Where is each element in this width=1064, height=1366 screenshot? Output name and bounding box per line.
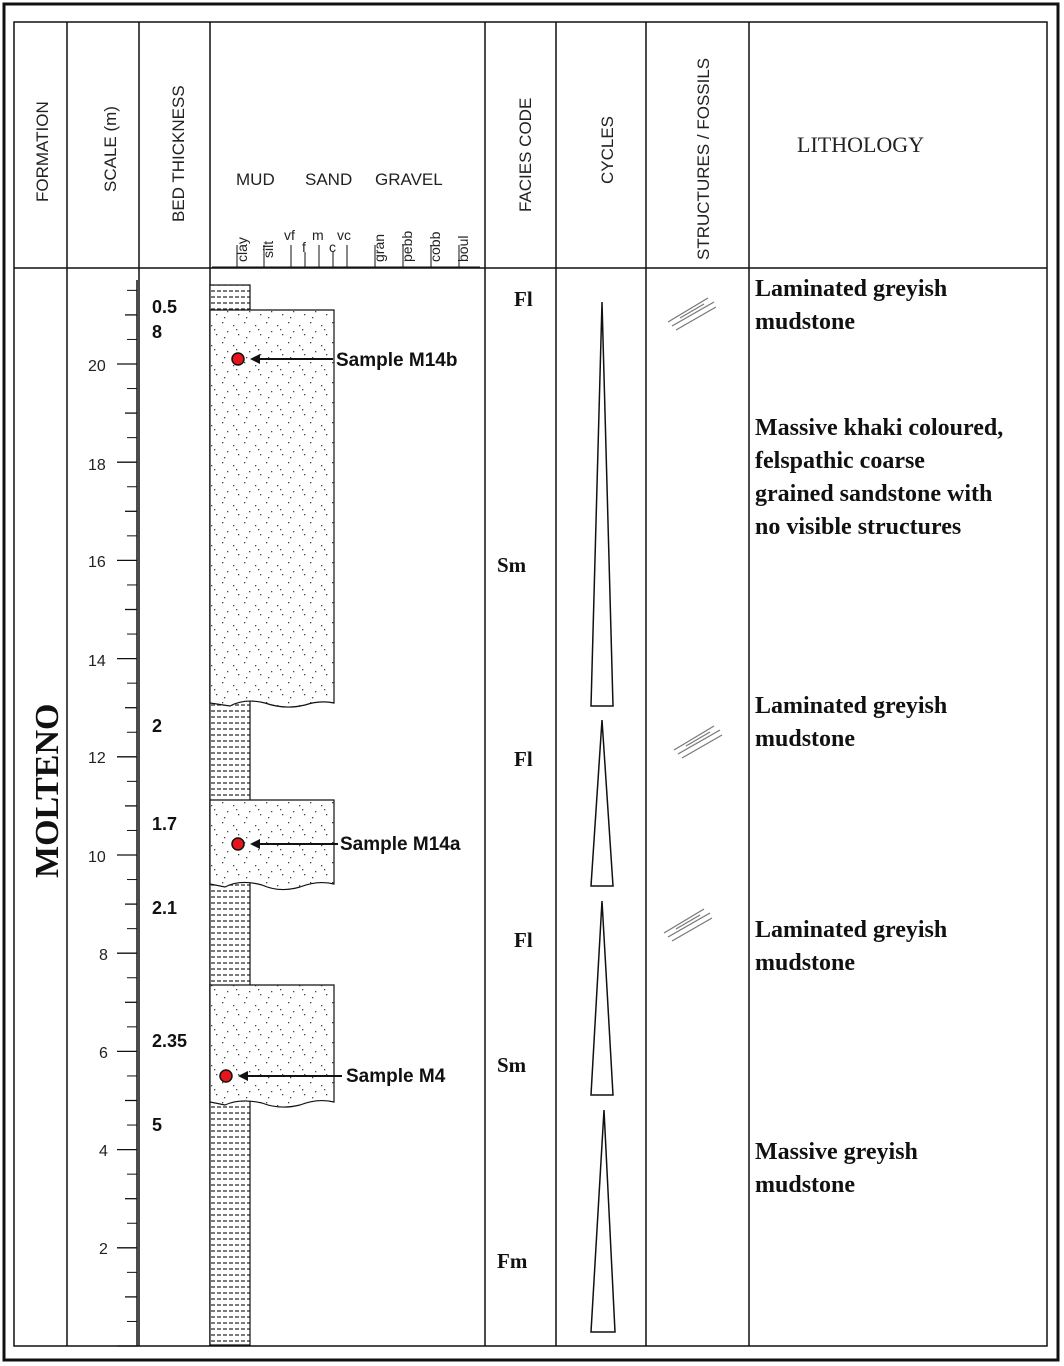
facies-code: Sm bbox=[497, 553, 527, 577]
bed-thickness-value: 8 bbox=[152, 322, 163, 342]
svg-text:mudstone: mudstone bbox=[755, 726, 856, 752]
structures-header: STRUCTURES / FOSSILS bbox=[694, 57, 713, 260]
facies-code: Fl bbox=[514, 747, 533, 771]
svg-text:grained sandstone with: grained sandstone with bbox=[755, 481, 993, 507]
scale-label-4: 4 bbox=[99, 1143, 108, 1160]
grain-class-c: c bbox=[329, 239, 336, 255]
facies-code-header: FACIES CODE bbox=[516, 97, 535, 212]
scale-label-6: 6 bbox=[99, 1045, 108, 1062]
grain-group-gravel: GRAVEL bbox=[375, 170, 443, 189]
sample-point-icon bbox=[232, 353, 244, 365]
scale-label-2: 2 bbox=[99, 1241, 108, 1258]
grain-class-vf: vf bbox=[284, 227, 295, 243]
bed-thickness-value: 2.35 bbox=[152, 1031, 188, 1051]
grain-class-boul: boul bbox=[455, 235, 471, 262]
scale-label-8: 8 bbox=[99, 947, 108, 964]
svg-text:Laminated greyish: Laminated greyish bbox=[755, 917, 948, 943]
svg-text:Massive khaki coloured,: Massive khaki coloured, bbox=[755, 415, 1004, 441]
svg-text:mudstone: mudstone bbox=[755, 950, 856, 976]
sample-label: Sample M4 bbox=[346, 1066, 446, 1087]
facies-code: Sm bbox=[497, 1053, 527, 1077]
bed-thickness-value: 5 bbox=[152, 1115, 163, 1135]
formation-name: MOLTENO bbox=[29, 703, 66, 878]
scale-label-20: 20 bbox=[88, 358, 106, 375]
sample-point-icon bbox=[220, 1070, 232, 1082]
grain-group-sand: SAND bbox=[305, 170, 353, 189]
facies-code: Fl bbox=[514, 928, 533, 952]
grain-class-gran: gran bbox=[371, 233, 387, 262]
grain-class-cobb: cobb bbox=[427, 231, 443, 262]
facies-code: Fl bbox=[514, 287, 533, 311]
grain-class-m: m bbox=[312, 227, 324, 243]
grain-class-silt: silt bbox=[260, 240, 276, 258]
sample-label: Sample M14a bbox=[340, 834, 461, 855]
svg-text:Laminated greyish: Laminated greyish bbox=[755, 276, 948, 302]
bed-thickness-value: 2 bbox=[152, 716, 163, 736]
bed-thickness-header: BED THICKNESS bbox=[169, 85, 188, 222]
sample-point-icon bbox=[232, 838, 244, 850]
scale-label-18: 18 bbox=[88, 457, 106, 474]
bed-thickness-value: 0.5 bbox=[152, 297, 178, 317]
sample-label: Sample M14b bbox=[336, 350, 458, 371]
grain-class-f: f bbox=[302, 239, 306, 255]
scale-header: SCALE (m) bbox=[101, 106, 120, 192]
grain-class-pebb: pebb bbox=[399, 230, 415, 262]
svg-text:Laminated greyish: Laminated greyish bbox=[755, 693, 948, 719]
scale-label-16: 16 bbox=[88, 554, 106, 571]
svg-text:no visible structures: no visible structures bbox=[755, 514, 962, 540]
sandstone-bed bbox=[210, 985, 334, 1107]
svg-text:mudstone: mudstone bbox=[755, 309, 856, 335]
cycles-header: CYCLES bbox=[598, 115, 617, 184]
grain-group-mud: MUD bbox=[236, 170, 275, 189]
sandstone-bed bbox=[210, 310, 334, 707]
grain-class-clay: clay bbox=[234, 237, 250, 262]
bed-thickness-value: 2.1 bbox=[152, 898, 178, 918]
svg-text:mudstone: mudstone bbox=[755, 1172, 856, 1198]
scale-label-12: 12 bbox=[88, 750, 106, 767]
scale-label-10: 10 bbox=[88, 849, 106, 866]
lithology-header: LITHOLOGY bbox=[797, 132, 925, 157]
grain-class-vc: vc bbox=[337, 227, 351, 243]
facies-code: Fm bbox=[497, 1249, 528, 1273]
svg-text:Massive greyish: Massive greyish bbox=[755, 1139, 918, 1165]
svg-text:felspathic coarse: felspathic coarse bbox=[755, 448, 925, 474]
formation-header: FORMATION bbox=[33, 101, 52, 202]
scale-label-14: 14 bbox=[88, 653, 106, 670]
bed-thickness-value: 1.7 bbox=[152, 814, 178, 834]
